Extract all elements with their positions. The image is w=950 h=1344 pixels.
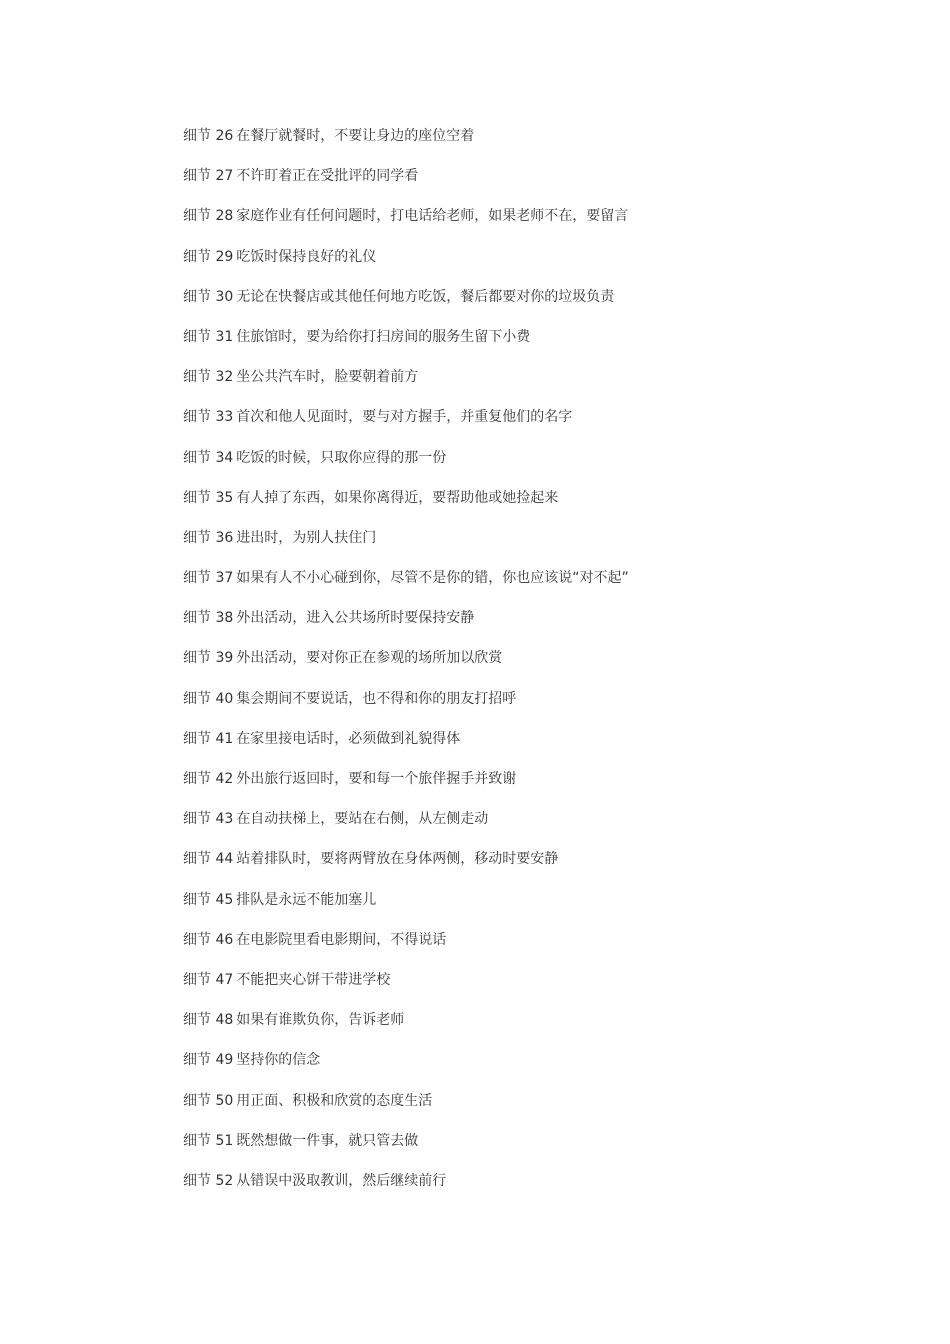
item-text: 不能把夹心饼干带进学校 bbox=[236, 971, 391, 988]
item-text: 从错误中汲取教训，然后继续前行 bbox=[236, 1172, 447, 1189]
item-text: 进出时，为别人扶住门 bbox=[236, 529, 377, 546]
item-label: 细节 47 bbox=[183, 971, 234, 988]
list-item bbox=[183, 606, 883, 646]
list-item bbox=[183, 365, 883, 405]
list-item bbox=[183, 807, 883, 847]
list-item bbox=[183, 204, 883, 244]
list-item bbox=[183, 566, 883, 606]
item-label: 细节 33 bbox=[183, 409, 234, 426]
item-text: 如果有谁欺负你，告诉老师 bbox=[236, 1012, 405, 1029]
item-label: 细节 43 bbox=[183, 811, 234, 828]
list-item bbox=[183, 526, 883, 566]
item-text: 无论在快餐店或其他任何地方吃饭，餐后都要对你的垃圾负责 bbox=[236, 288, 615, 305]
item-label: 细节 35 bbox=[183, 489, 234, 506]
item-text: 不许盯着正在受批评的同学看 bbox=[236, 168, 419, 185]
item-text: 坚持你的信念 bbox=[236, 1052, 321, 1069]
list-item bbox=[183, 405, 883, 445]
list-item bbox=[183, 1048, 883, 1088]
list-item bbox=[183, 888, 883, 928]
item-label: 细节 42 bbox=[183, 771, 234, 787]
list-item bbox=[183, 1129, 883, 1169]
item-text: 在自动扶梯上，要站在右侧，从左侧走动 bbox=[236, 811, 489, 828]
item-label: 细节 31 bbox=[183, 328, 234, 345]
list-item bbox=[183, 687, 883, 727]
item-text: 吃饭时保持良好的礼仪 bbox=[236, 248, 377, 265]
item-label: 细节 49 bbox=[183, 1052, 234, 1069]
list-item bbox=[183, 968, 883, 1008]
list-item bbox=[183, 847, 883, 887]
item-label: 细节 41 bbox=[183, 730, 234, 747]
item-text: 外出活动，要对你正在参观的场所加以欣赏 bbox=[236, 650, 503, 667]
item-label: 细节 27 bbox=[183, 168, 234, 185]
list-item bbox=[183, 1169, 883, 1209]
list-item bbox=[183, 446, 883, 486]
item-text: 在家里接电话时，必须做到礼貌得体 bbox=[236, 730, 461, 747]
item-label: 细节 38 bbox=[183, 610, 234, 627]
item-text: 在电影院里看电影期间，不得说话 bbox=[236, 931, 447, 948]
item-text: 如果有人不小心碰到你，尽管不是你的错，你也应该说“对不起” bbox=[236, 570, 629, 587]
item-label: 细节 26 bbox=[183, 128, 234, 144]
list-item bbox=[183, 646, 883, 686]
list-item bbox=[183, 164, 883, 204]
item-text: 在餐厅就餐时，不要让身边的座位空着 bbox=[236, 128, 475, 144]
item-label: 细节 45 bbox=[183, 891, 234, 908]
item-label: 细节 40 bbox=[183, 690, 234, 707]
item-label: 细节 34 bbox=[183, 449, 234, 466]
list-item bbox=[183, 285, 883, 325]
list-item bbox=[183, 325, 883, 365]
item-text: 吃饭的时候，只取你应得的那一份 bbox=[236, 449, 447, 466]
rules-list bbox=[183, 124, 883, 1209]
item-text: 用正面、积极和欣赏的态度生活 bbox=[236, 1092, 433, 1109]
list-item bbox=[183, 486, 883, 526]
item-text: 既然想做一件事，就只管去做 bbox=[236, 1132, 419, 1149]
item-label: 细节 52 bbox=[183, 1172, 234, 1189]
list-item bbox=[183, 767, 883, 807]
item-text: 首次和他人见面时，要与对方握手，并重复他们的名字 bbox=[236, 409, 573, 426]
item-label: 细节 39 bbox=[183, 650, 234, 667]
item-label: 细节 36 bbox=[183, 529, 234, 546]
list-item bbox=[183, 1008, 883, 1048]
item-text: 外出活动，进入公共场所时要保持安静 bbox=[236, 610, 475, 627]
item-text: 有人掉了东西，如果你离得近，要帮助他或她捡起来 bbox=[236, 489, 559, 506]
item-label: 细节 30 bbox=[183, 288, 234, 305]
list-item bbox=[183, 928, 883, 968]
item-label: 细节 37 bbox=[183, 570, 234, 587]
item-text: 排队是永远不能加塞儿 bbox=[236, 891, 377, 908]
item-text: 外出旅行返回时，要和每一个旅伴握手并致谢 bbox=[236, 771, 517, 787]
item-label: 细节 29 bbox=[183, 248, 234, 265]
item-text: 家庭作业有任何问题时，打电话给老师，如果老师不在，要留言 bbox=[236, 208, 629, 225]
item-label: 细节 28 bbox=[183, 208, 234, 225]
item-text: 站着排队时，要将两臂放在身体两侧，移动时要安静 bbox=[236, 851, 559, 868]
list-item bbox=[183, 1089, 883, 1129]
item-label: 细节 48 bbox=[183, 1012, 234, 1029]
item-text: 住旅馆时，要为给你打扫房间的服务生留下小费 bbox=[236, 328, 531, 345]
list-item bbox=[183, 245, 883, 285]
item-label: 细节 32 bbox=[183, 369, 234, 386]
item-text: 坐公共汽车时，脸要朝着前方 bbox=[236, 369, 419, 386]
item-label: 细节 51 bbox=[183, 1132, 234, 1149]
list-item bbox=[183, 727, 883, 767]
list-item bbox=[183, 124, 883, 164]
item-text: 集会期间不要说话，也不得和你的朋友打招呼 bbox=[236, 690, 517, 707]
item-label: 细节 50 bbox=[183, 1092, 234, 1109]
item-label: 细节 44 bbox=[183, 851, 234, 868]
item-label: 细节 46 bbox=[183, 931, 234, 948]
